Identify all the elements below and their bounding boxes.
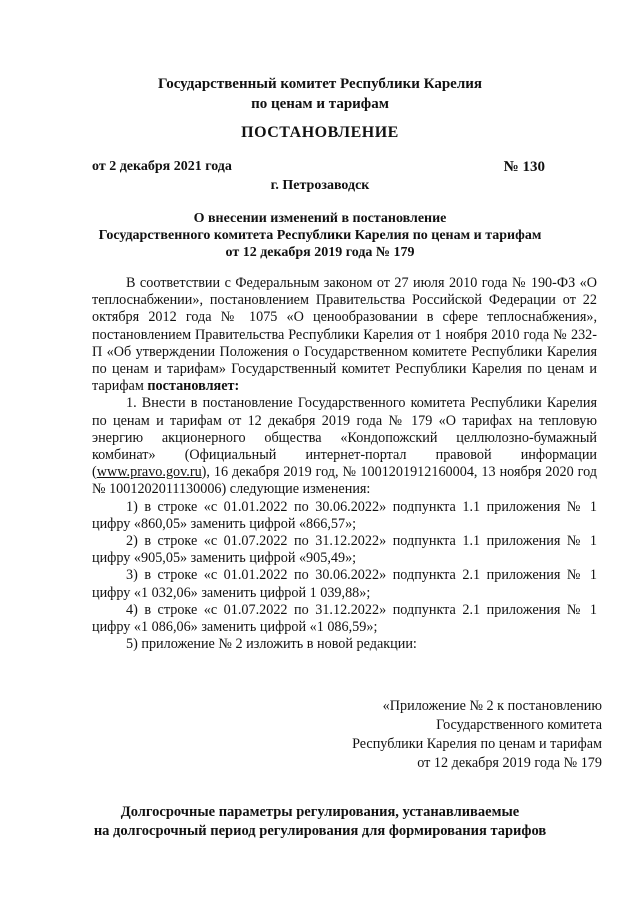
appendix-line-3: Республики Карелия по ценам и тарифам — [352, 736, 602, 752]
subitem-5: 5) приложение № 2 изложить в новой редакции: — [126, 636, 417, 653]
appendix-reference — [282, 697, 602, 773]
subject-line-3: от 12 декабря 2019 года № 179 — [225, 245, 415, 260]
org-line-2: по ценам и тарифам — [251, 96, 389, 112]
pravo-gov-link[interactable]: www.pravo.gov.ru — [96, 464, 202, 481]
org-line-1: Государственный комитет Республики Карелия — [158, 76, 482, 92]
subitem-3: 3) в строке «с 01.01.2022 по 30.06.2022» подпункта 2.1 приложения № 1 цифру «1 032,06» заменить цифрой 1 039,88»; — [92, 567, 597, 601]
preamble-paragraph — [92, 275, 597, 395]
issuing-authority — [0, 74, 640, 114]
document-date: от 2 декабря 2021 года — [92, 159, 232, 174]
subitem-1: 1) в строке «с 01.01.2022 по 30.06.2022» подпункта 1.1 приложения № 1 цифру «860,05» заменить цифрой «866,57»; — [92, 498, 597, 532]
appendix-line-2: Государственного комитета — [436, 717, 602, 733]
subject-line-1: О внесении изменений в постановление — [193, 211, 447, 226]
subject-line-2: Государственного комитета Республики Карелия по ценам и тарифам — [98, 228, 542, 243]
document-city: г. Петрозаводск — [270, 178, 370, 193]
section-title-line-2: на долгосрочный период регулирования для формирования тарифов — [93, 823, 547, 839]
document-body — [92, 275, 597, 653]
section-title — [0, 803, 640, 841]
item-1-paragraph — [92, 395, 597, 498]
subitem-4: 4) в строке «с 01.07.2022 по 31.12.2022» подпункта 2.1 приложения № 1 цифру «1 086,06» заменить цифрой «1 086,59»; — [92, 601, 597, 636]
document-type: ПОСТАНОВЛЕНИЕ — [241, 124, 399, 141]
item-1-text-end: ), 16 декабря 2019 год, № 1001201912160004, 13 ноября 2020 год № 1001202011130006) следующие изменения: — [92, 464, 597, 498]
item-1-text-start: 1. Внести в постановление Государственного комитета Республики Карелия по ценам и тарифам от 12 декабря 2019 года № 179 «О тарифах на тепловую энергию акционерного общества «Кондопожский целлюлозно-бумажный комбинат» (Официальный интернет-портал правовой информации ( — [92, 395, 597, 481]
subitem-2: 2) в строке «с 01.07.2022 по 31.12.2022» подпункта 1.1 приложения № 1 цифру «905,05» заменить цифрой «905,49»; — [92, 533, 597, 567]
appendix-line-1: «Приложение № 2 к постановлению — [382, 698, 602, 714]
appendix-line-4: от 12 декабря 2019 года № 179 — [417, 755, 602, 771]
document-number: № 130 — [503, 159, 545, 175]
section-title-line-1: Долгосрочные параметры регулирования, устанавливаемые — [120, 804, 520, 820]
decides-word: постановляет: — [147, 378, 240, 395]
document-subject — [0, 210, 640, 261]
preamble-text: В соответствии с Федеральным законом от 27 июля 2010 года № 190-ФЗ «О теплоснабжении», постановлением Правительства Российской Федерации от 22 октября 2012 года № 1075 «О ценообразовании в сфере теплоснабжения», постановлением Правительства Республики Карелия от 1 ноября 2010 года № 232-П «Об утверждении Положения о Государственном комитете Республики Карелия по ценам и тарифам» Государственный комитет Республики Карелия по ценам и тарифам — [92, 275, 597, 395]
